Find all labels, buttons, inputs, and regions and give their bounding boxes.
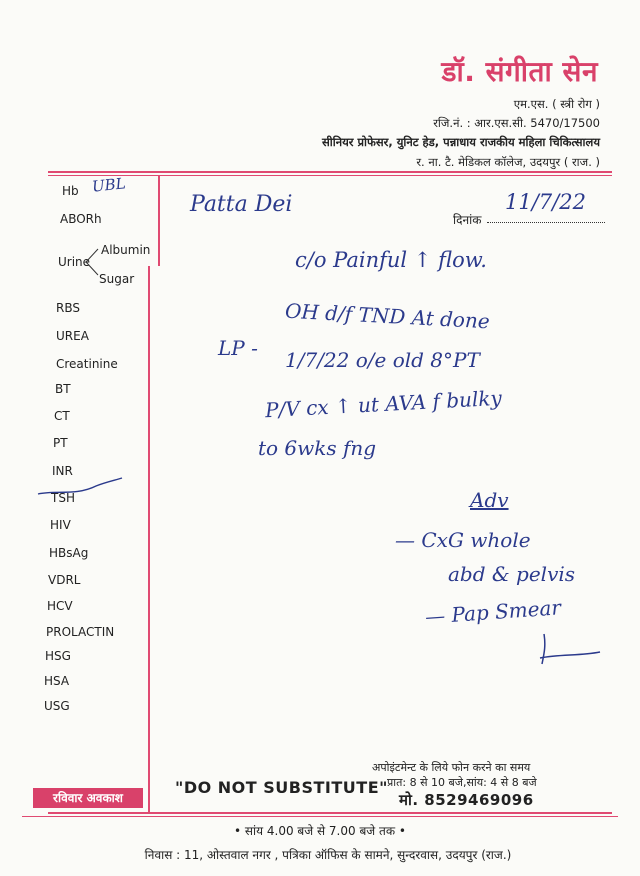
test-hsg: HSG bbox=[45, 649, 71, 663]
handwritten-date: 11/7/22 bbox=[505, 190, 586, 214]
header-divider bbox=[48, 171, 612, 173]
designation: सीनियर प्रोफेसर, युनिट हेड, पन्नाधाय राजकीय महिला चिकित्सालय bbox=[321, 135, 600, 149]
test-urine: Urine bbox=[58, 255, 91, 269]
test-sugar: Sugar bbox=[99, 272, 135, 286]
test-hbsag: HBsAg bbox=[49, 546, 89, 560]
do-not-substitute: "DO NOT SUBSTITUTE" bbox=[175, 778, 388, 797]
test-hiv: HIV bbox=[50, 518, 71, 532]
rx-line-lmp-prefix: LP - bbox=[218, 336, 258, 360]
clinic-timing: • सांय 4.00 बजे से 7.00 बजे तक • bbox=[234, 824, 406, 838]
test-vdrl: VDRL bbox=[48, 573, 81, 587]
sunday-holiday-badge: रविवार अवकाश bbox=[33, 788, 143, 808]
phone-number: मो. 8529469096 bbox=[399, 791, 534, 809]
test-hcv: HCV bbox=[47, 599, 73, 613]
signature-mark bbox=[530, 632, 610, 668]
test-bt: BT bbox=[55, 382, 71, 396]
doctor-name: डॉ. संगीता सेन bbox=[441, 55, 598, 88]
rx-advice-usg: — CxG whole bbox=[395, 528, 531, 552]
test-usg: USG bbox=[44, 699, 70, 713]
rx-advice-pap: — Pap Smear bbox=[424, 595, 562, 629]
registration-number: रजि.नं. : आर.एस.सी. 5470/17500 bbox=[433, 116, 600, 130]
test-urea: UREA bbox=[56, 329, 89, 343]
test-albumin: Albumin bbox=[101, 243, 151, 257]
urine-bracket bbox=[85, 247, 99, 277]
qualification: एम.एस. ( स्त्री रोग ) bbox=[513, 97, 600, 111]
rx-line-exam: P/V cx ↑ ut AVA f bulky bbox=[264, 385, 503, 423]
test-inr: INR bbox=[52, 464, 73, 478]
rx-line-complaint: c/o Painful ↑ flow. bbox=[295, 248, 487, 272]
hb-handwritten-note: UBL bbox=[91, 174, 127, 196]
date-label: दिनांक bbox=[453, 213, 482, 227]
rx-line-size: to 6wks fng bbox=[258, 436, 377, 460]
patient-name: Patta Dei bbox=[190, 192, 293, 217]
rx-line-lmp: 1/7/22 o/e old 8°PT bbox=[285, 348, 480, 372]
footer-divider-thin bbox=[22, 816, 618, 817]
test-pt: PT bbox=[53, 436, 68, 450]
date-line bbox=[487, 222, 605, 223]
rx-advice-heading: Adv bbox=[470, 488, 509, 512]
test-prolactin: PROLACTIN bbox=[46, 625, 115, 639]
rx-line-history: OH d/f TND At done bbox=[284, 298, 491, 334]
header-divider-thin bbox=[48, 175, 612, 176]
rx-advice-abd: abd & pelvis bbox=[448, 562, 576, 586]
test-ct: CT bbox=[54, 409, 70, 423]
residence-address: निवास : 11, ओस्तवाल नगर , पत्रिका ऑफिस के सामने, सुन्दरवास, उदयपुर (राज.) bbox=[144, 848, 512, 862]
appointment-time: प्रात: 8 से 10 बजे,सांय: 4 से 8 बजे bbox=[387, 776, 537, 789]
footer-divider bbox=[48, 812, 612, 814]
test-creatinine: Creatinine bbox=[56, 357, 118, 371]
test-hb: Hb bbox=[62, 184, 79, 198]
test-tsh: TSH bbox=[51, 491, 75, 505]
test-hsa: HSA bbox=[44, 674, 70, 688]
test-column-divider-top bbox=[158, 176, 160, 266]
test-aborh: ABORh bbox=[60, 212, 102, 226]
institution: र. ना. टै. मेडिकल कॉलेज, उदयपुर ( राज. ) bbox=[416, 155, 600, 169]
tsh-tick-mark bbox=[36, 476, 126, 502]
test-column-divider bbox=[148, 266, 150, 812]
test-rbs: RBS bbox=[56, 301, 80, 315]
appointment-title: अपोइंटमेन्ट के लिये फोन करने का समय bbox=[372, 761, 531, 774]
